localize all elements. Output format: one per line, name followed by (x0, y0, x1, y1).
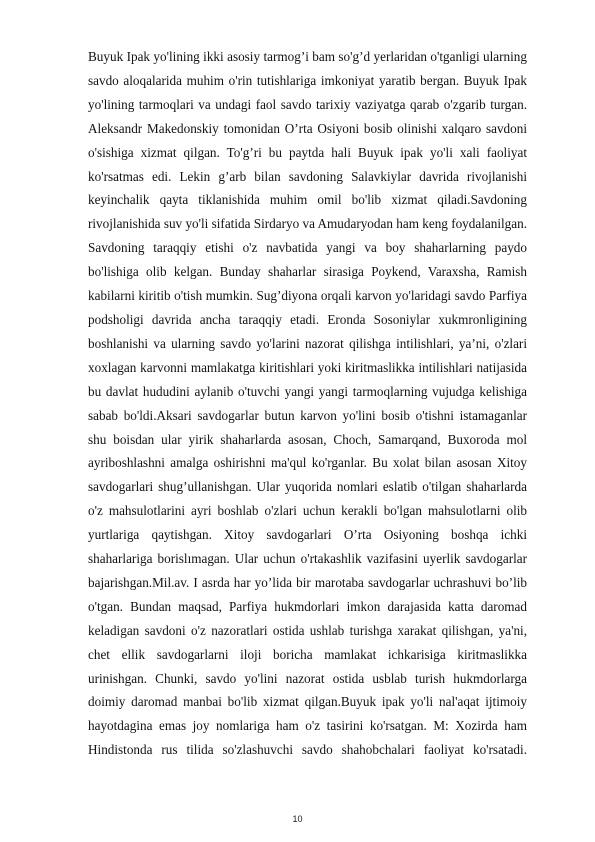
text-line: yo'lining tarmoqlari va undagi faol savdo tarixiy vaziyatga qarab o'zgarib turgan. (88, 96, 527, 112)
text-line: shu boisdan ular yirik shaharlarda asosan, Choch, Samarqand, Buxoroda mol (88, 431, 527, 447)
text-line: savdo aloqalarida muhim o'rin tutishlariga imkoniyat yaratib bergan. Buyuk Ipak (88, 72, 527, 88)
text-line: savdogarlari shug’ullanishgan. Ular yuqorida nomlari eslatib o'tilgan shaharlarda (88, 479, 527, 495)
text-line: chet ellik savdogarlarni iloji boricha mamlakat ichkarisiga kiritmaslikka (88, 646, 527, 662)
text-line: boshlanishi va ularning savdo yo'larini nazorat qilishga intilishlari, ya’ni, o'zlari (88, 335, 527, 351)
page-number: 10 (292, 814, 303, 824)
text-line: Savdoning taraqqiy etishi o'z navbatida yangi va boy shaharlarning paydo (88, 240, 527, 256)
text-line: o'tgan. Bundan maqsad, Parfiya hukmdorlari imkon darajasida katta daromad (88, 598, 527, 614)
text-line: bajarishgan.Mil.av. I asrda har yo’lida bir marotaba savdogarlar uchrashuvi bo’lib (88, 574, 527, 590)
text-line: podsholigi davrida ancha taraqqiy etadi. Eronda Sosoniylar xukmronligining (88, 311, 527, 327)
text-line: bo'lishiga olib kelgan. Bunday shaharlar sirasiga Poykend, Varaxsha, Ramish (88, 264, 527, 280)
text-line: doimiy daromad manbai bo'lib xizmat qilgan.Buyuk ipak yo'li nal'aqat ijtimoiy (88, 694, 527, 710)
text-line: Buyuk Ipak yo'lining ikki asosiy tarmog’i bam so'g’d yerlaridan o'tganligi ularning (88, 49, 527, 64)
text-line: urinishgan. Chunki, savdo yo'lini nazorat ostida usblab turish hukmdorlarga (88, 670, 527, 686)
text-line: ko'rsatmas edi. Lekin g’arb bilan savdoning Salavkiylar davrida rivojlanishi (88, 168, 527, 184)
text-line: bu davlat hududini aylanib o'tuvchi yangi yangi tarmoqlarning vujudga kelishiga (88, 383, 527, 399)
body-text (88, 45, 527, 762)
text-line: o'sishiga xizmat qilgan. To'g’ri bu paytda hali Buyuk ipak yo'li xali faoliyat (88, 144, 527, 160)
text-line: yurtlariga qaytishgan. Xitoy savdogarlari O’rta Osiyoning boshqa ichki (88, 527, 527, 543)
text-line: ayriboshlashni amalga oshirishni ma'qul ko'rganlar. Bu xolat bilan asosan Xitoy (88, 455, 527, 471)
text-line: rivojlanishida suv yo'li sifatida Sirdaryo va Amudaryodan ham keng foydalanilgan. (88, 216, 527, 232)
text-line: shaharlariga borislımagan. Ular uchun o'rtakashlik vazifasini uyerlik savdogarlar (88, 551, 527, 567)
text-line: sabab bo'ldi.Aksari savdogarlar butun karvon yo'lini bosib o'tishni istamaganlar (88, 407, 527, 423)
text-line: kabilarni kiritib o'tish mumkin. Sug’diyona orqali karvon yo'laridagi savdo Parfiya (88, 288, 527, 304)
text-line: Aleksandr Makedonskiy tomonidan O’rta Osiyoni bosib olinishi xalqaro savdoni (88, 120, 527, 136)
text-line: o'z mahsulotlarini ayri boshlab o'zlari uchun kerakli bo'lgan mahsulotlarni olib (88, 503, 527, 519)
text-line: keladigan savdoni o'z nazoratlari ostida ushlab turishga xarakat qilishgan, ya'ni, (88, 622, 527, 638)
text-line: hayotdagina emas joy nomlariga ham o'z tasirini ko'rsatgan. M: Xozirda ham (88, 718, 527, 734)
text-line: Hindistonda rus tilida so'zlashuvchi savdo shahobchalari faoliyat ko'rsatadi. (88, 742, 527, 758)
text-line: xoxlagan karvonni mamlakatga kiritishlari yoki kiritmaslikka intilishlari natijasida (88, 359, 527, 375)
text-line: keyinchalik qayta tiklanishida muhim omil bo'lib xizmat qiladi.Savdoning (88, 192, 527, 208)
